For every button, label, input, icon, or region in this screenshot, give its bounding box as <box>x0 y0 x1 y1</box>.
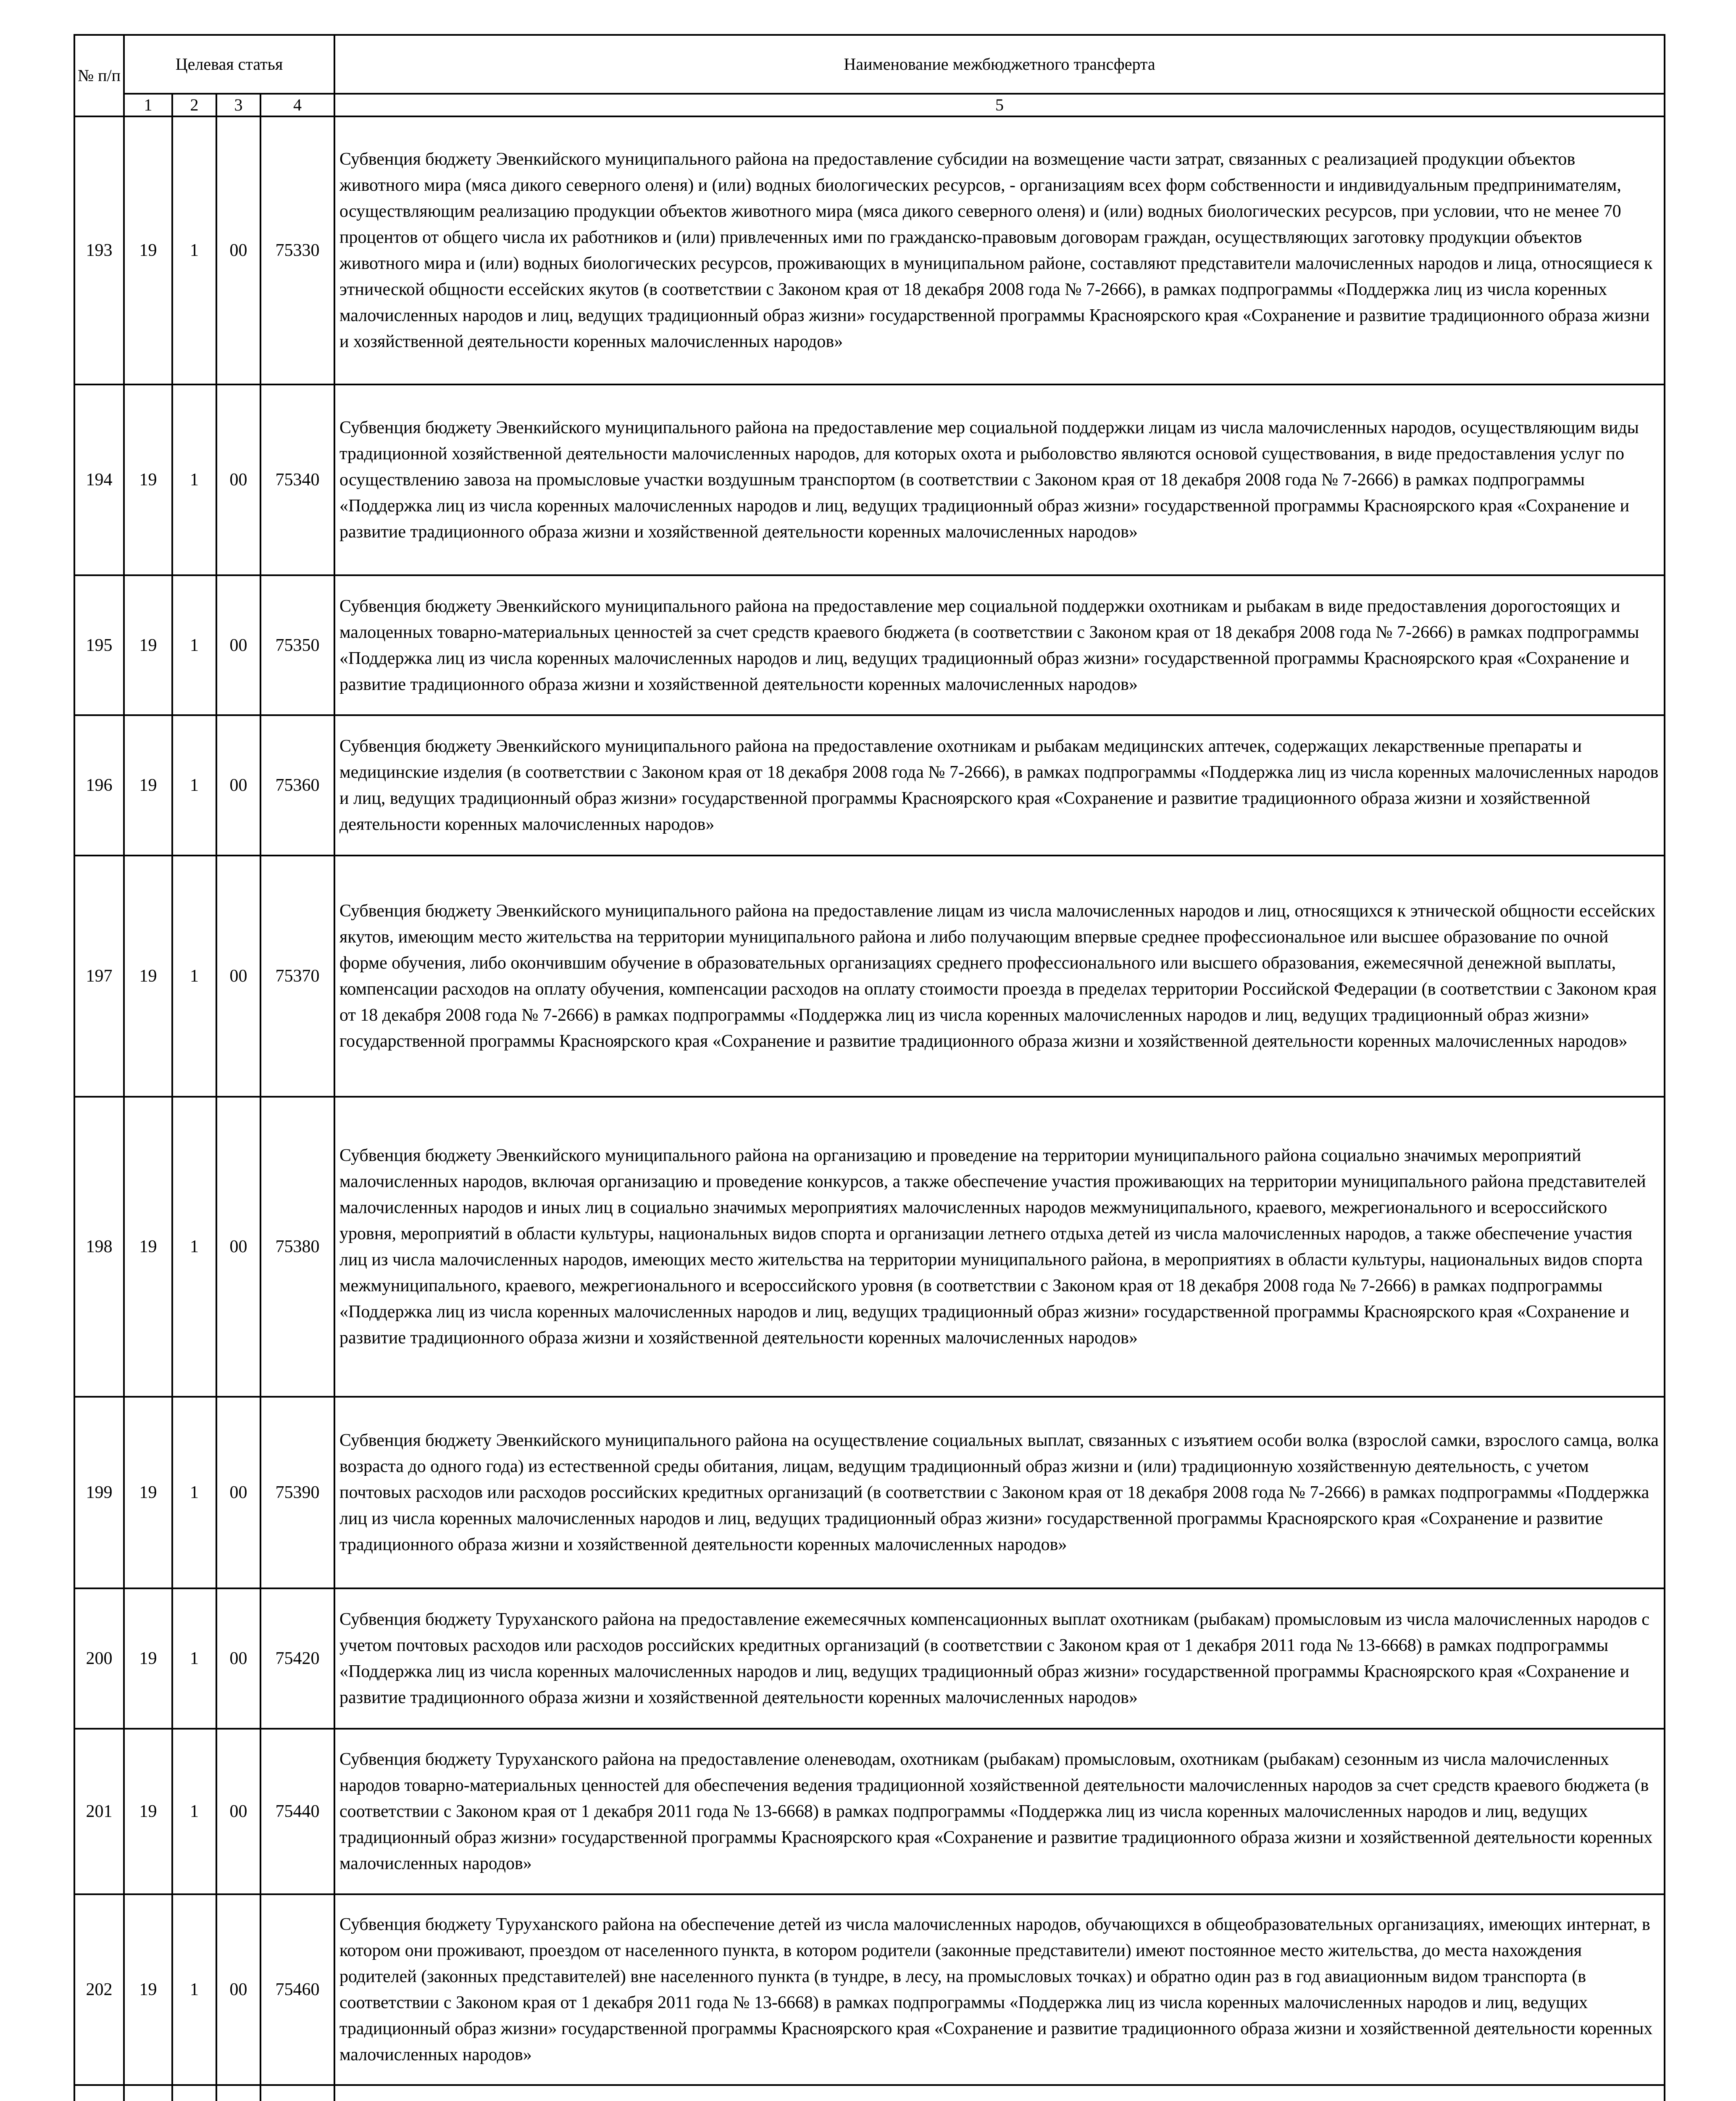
transfer-description: Субвенция бюджету Эвенкийского муниципального района на предоставление мер социальной поддержки охотникам и рыбакам в виде предоставления дорогостоящих и малоценных товарно-материальных ценностей за счет средств краевого бюджета (в соответствии с Законом края от 18 декабря 2008 года № 7-2666) в рамках подпрограммы «Поддержка лиц из числа коренных малочисленных народов и лиц, ведущих традиционный образ жизни» государственной программы Красноярского края «Сохранение и развитие традиционного образа жизни и хозяйственной деятельности коренных малочисленных народов» <box>334 575 1665 715</box>
transfer-description: Субвенция бюджету Туруханского района на обеспечение детей из числа малочисленных народов, обучающихся в общеобразовательных организациях, имеющих интернат, в котором они проживают, проездом от населенного пункта, в котором родители (законные представители) имеют постоянное место жительства, до места нахождения родителей (законных представителей) вне населенного пункта (в тундре, в лесу, на промысловых точках) и обратно один раз в год авиационным видом транспорта (в соответствии с Законом края от 1 декабря 2011 года № 13-6668) в рамках подпрограммы «Поддержка лиц из числа коренных малочисленных народов и лиц, ведущих традиционный образ жизни» государственной программы Красноярского края «Сохранение и развитие традиционного образа жизни и хозяйственной деятельности коренных малочисленных народов» <box>334 1894 1665 2085</box>
row-number <box>74 2085 124 2101</box>
row-number: 202 <box>74 1894 124 2085</box>
header-col-5: 5 <box>334 94 1665 116</box>
target-code-2: 1 <box>172 715 216 856</box>
target-code-4: 75370 <box>260 856 334 1097</box>
transfer-description: Субвенция бюджету Эвенкийского муниципального района на предоставление охотникам и рыбакам медицинских аптечек, содержащих лекарственные препараты и медицинские изделия (в соответствии с Законом края от 18 декабря 2008 года № 7-2666), в рамках подпрограммы «Поддержка лиц из числа коренных малочисленных народов и лиц, ведущих традиционный образ жизни» государственной программы Красноярского края «Сохранение и развитие традиционного образа жизни и хозяйственной деятельности коренных малочисленных народов» <box>334 715 1665 856</box>
target-code-2: 1 <box>172 1588 216 1729</box>
row-number: 200 <box>74 1588 124 1729</box>
target-code-2: 1 <box>172 1097 216 1397</box>
target-code-3: 00 <box>216 1729 260 1894</box>
target-code-2: 1 <box>172 856 216 1097</box>
target-code-4: 75390 <box>260 1397 334 1588</box>
target-code-1: 19 <box>124 715 172 856</box>
target-code-3: 00 <box>216 856 260 1097</box>
target-code-3: 00 <box>216 1097 260 1397</box>
table-row <box>74 1729 1665 1894</box>
target-code-3: 00 <box>216 1588 260 1729</box>
target-code-3 <box>216 2085 260 2101</box>
row-number: 193 <box>74 116 124 384</box>
target-code-3: 00 <box>216 715 260 856</box>
table-row <box>74 1894 1665 2085</box>
table-row <box>74 1588 1665 1729</box>
table-row <box>74 116 1665 384</box>
target-code-4: 75360 <box>260 715 334 856</box>
target-code-4: 75380 <box>260 1097 334 1397</box>
target-code-4: 75460 <box>260 1894 334 2085</box>
table-row <box>74 1097 1665 1397</box>
header-subcol-1: 1 <box>124 94 172 116</box>
target-code-3: 00 <box>216 1397 260 1588</box>
target-code-2: 1 <box>172 1729 216 1894</box>
header-target-article: Целевая статья <box>124 35 334 94</box>
header-subcol-2: 2 <box>172 94 216 116</box>
target-code-3: 00 <box>216 1894 260 2085</box>
table-row <box>74 2085 1665 2101</box>
target-code-4: 75420 <box>260 1588 334 1729</box>
target-code-4: 75340 <box>260 384 334 575</box>
target-code-4 <box>260 2085 334 2101</box>
transfer-description: Субвенция бюджету Туруханского района на предоставление ежемесячных компенсационных выплат охотникам (рыбакам) промысловым из числа малочисленных народов с учетом почтовых расходов или расходов российских кредитных организаций (в соответствии с Законом края от 1 декабря 2011 года № 13-6668) в рамках подпрограммы «Поддержка лиц из числа коренных малочисленных народов и лиц, ведущих традиционный образ жизни» государственной программы Красноярского края «Сохранение и развитие традиционного образа жизни и хозяйственной деятельности коренных малочисленных народов» <box>334 1588 1665 1729</box>
transfer-description <box>334 2085 1665 2101</box>
table-row <box>74 384 1665 575</box>
transfer-description: Субвенция бюджету Туруханского района на предоставление оленеводам, охотникам (рыбакам) промысловым, охотникам (рыбакам) сезонным из числа малочисленных народов товарно-материальных ценностей для обеспечения ведения традиционной хозяйственной деятельности малочисленных народов за счет средств краевого бюджета (в соответствии с Законом края от 1 декабря 2011 года № 13-6668) в рамках подпрограммы «Поддержка лиц из числа коренных малочисленных народов и лиц, ведущих традиционный образ жизни» государственной программы Красноярского края «Сохранение и развитие традиционного образа жизни и хозяйственной деятельности коренных малочисленных народов» <box>334 1729 1665 1894</box>
header-subcol-3: 3 <box>216 94 260 116</box>
row-number: 199 <box>74 1397 124 1588</box>
transfer-description: Субвенция бюджету Эвенкийского муниципального района на организацию и проведение на территории муниципального района социально значимых мероприятий малочисленных народов, включая организацию и проведение конкурсов, а также обеспечение участия проживающих на территории муниципального района представителей малочисленных народов и иных лиц в социально значимых мероприятиях малочисленных народов межмуниципального, краевого, межрегионального и всероссийского уровня, мероприятий в области культуры, национальных видов спорта и организации летнего отдыха детей из числа малочисленных народов, а также обеспечение участия лиц из числа малочисленных народов, имеющих место жительства на территории муниципального района, в мероприятиях в области культуры, национальных видов спорта межмуниципального, краевого, межрегионального и всероссийского уровня (в соответствии с Законом края от 18 декабря 2008 года № 7-2666) в рамках подпрограммы «Поддержка лиц из числа коренных малочисленных народов и лиц, ведущих традиционный образ жизни» государственной программы Красноярского края «Сохранение и развитие традиционного образа жизни и хозяйственной деятельности коренных малочисленных народов» <box>334 1097 1665 1397</box>
target-code-1: 19 <box>124 1097 172 1397</box>
table-row <box>74 715 1665 856</box>
transfers-table <box>74 34 1665 2101</box>
target-code-1 <box>124 2085 172 2101</box>
target-code-2: 1 <box>172 116 216 384</box>
target-code-1: 19 <box>124 1397 172 1588</box>
row-number: 201 <box>74 1729 124 1894</box>
target-code-1: 19 <box>124 384 172 575</box>
target-code-4: 75440 <box>260 1729 334 1894</box>
row-number: 197 <box>74 856 124 1097</box>
target-code-3: 00 <box>216 575 260 715</box>
target-code-1: 19 <box>124 1894 172 2085</box>
target-code-2: 1 <box>172 1894 216 2085</box>
target-code-1: 19 <box>124 1588 172 1729</box>
transfer-description: Субвенция бюджету Эвенкийского муниципального района на предоставление мер социальной поддержки лицам из числа малочисленных народов, осуществляющим виды традиционной хозяйственной деятельности малочисленных народов, для которых охота и рыболовство являются основой существования, в виде предоставления услуг по осуществлению завоза на промысловые участки воздушным транспортом (в соответствии с Законом края от 18 декабря 2008 года № 7-2666) в рамках подпрограммы «Поддержка лиц из числа коренных малочисленных народов и лиц, ведущих традиционный образ жизни» государственной программы Красноярского края «Сохранение и развитие традиционного образа жизни и хозяйственной деятельности коренных малочисленных народов» <box>334 384 1665 575</box>
target-code-1: 19 <box>124 116 172 384</box>
row-number: 196 <box>74 715 124 856</box>
target-code-1: 19 <box>124 1729 172 1894</box>
target-code-3: 00 <box>216 384 260 575</box>
target-code-2 <box>172 2085 216 2101</box>
table-row <box>74 1397 1665 1588</box>
row-number: 195 <box>74 575 124 715</box>
target-code-4: 75330 <box>260 116 334 384</box>
header-num: № п/п <box>74 35 124 116</box>
header-subcol-4: 4 <box>260 94 334 116</box>
target-code-1: 19 <box>124 575 172 715</box>
table-row <box>74 575 1665 715</box>
target-code-4: 75350 <box>260 575 334 715</box>
target-code-3: 00 <box>216 116 260 384</box>
table-row <box>74 856 1665 1097</box>
target-code-2: 1 <box>172 384 216 575</box>
header-transfer-name: Наименование межбюджетного трансферта <box>334 35 1665 94</box>
target-code-2: 1 <box>172 575 216 715</box>
transfer-description: Субвенция бюджету Эвенкийского муниципального района на предоставление субсидии на возмещение части затрат, связанных с реализацией продукции объектов животного мира (мяса дикого северного оленя) и (или) водных биологических ресурсов, - организациям всех форм собственности и индивидуальным предпринимателям, осуществляющим реализацию продукции объектов животного мира (мяса дикого северного оленя) и (или) водных биологических ресурсов, при условии, что не менее 70 процентов от общего числа их работников и (или) привлеченных ими по гражданско-правовым договорам граждан, осуществляющих заготовку продукции объектов животного мира и (или) водных биологических ресурсов, проживающих в муниципальном районе, составляют представители малочисленных народов и лица, относящиеся к этнической общности ессейских якутов (в соответствии с Законом края от 18 декабря 2008 года № 7-2666), в рамках подпрограммы «Поддержка лиц из числа коренных малочисленных народов и лиц, ведущих традиционный образ жизни» государственной программы Красноярского края «Сохранение и развитие традиционного образа жизни и хозяйственной деятельности коренных малочисленных народов» <box>334 116 1665 384</box>
transfer-description: Субвенция бюджету Эвенкийского муниципального района на осуществление социальных выплат, связанных с изъятием особи волка (взрослой самки, взрослого самца, волка возраста до одного года) из естественной среды обитания, лицам, ведущим традиционный образ жизни и (или) традиционную хозяйственную деятельность, с учетом почтовых расходов или расходов российских кредитных организаций (в соответствии с Законом края от 18 декабря 2008 года № 7-2666) в рамках подпрограммы «Поддержка лиц из числа коренных малочисленных народов и лиц, ведущих традиционный образ жизни» государственной программы Красноярского края «Сохранение и развитие традиционного образа жизни и хозяйственной деятельности коренных малочисленных народов» <box>334 1397 1665 1588</box>
row-number: 198 <box>74 1097 124 1397</box>
row-number: 194 <box>74 384 124 575</box>
target-code-1: 19 <box>124 856 172 1097</box>
target-code-2: 1 <box>172 1397 216 1588</box>
transfer-description: Субвенция бюджету Эвенкийского муниципального района на предоставление лицам из числа малочисленных народов и лиц, относящихся к этнической общности ессейских якутов, имеющим место жительства на территории муниципального района и либо получающим впервые среднее профессиональное или высшее образование по очной форме обучения, либо окончившим обучение в образовательных организациях среднего профессионального или высшего образования, ежемесячной денежной выплаты, компенсации расходов на оплату обучения, компенсации расходов на оплату стоимости проезда в пределах территории Российской Федерации (в соответствии с Законом края от 18 декабря 2008 года № 7-2666) в рамках подпрограммы «Поддержка лиц из числа коренных малочисленных народов и лиц, ведущих традиционный образ жизни» государственной программы Красноярского края «Сохранение и развитие традиционного образа жизни и хозяйственной деятельности коренных малочисленных народов» <box>334 856 1665 1097</box>
